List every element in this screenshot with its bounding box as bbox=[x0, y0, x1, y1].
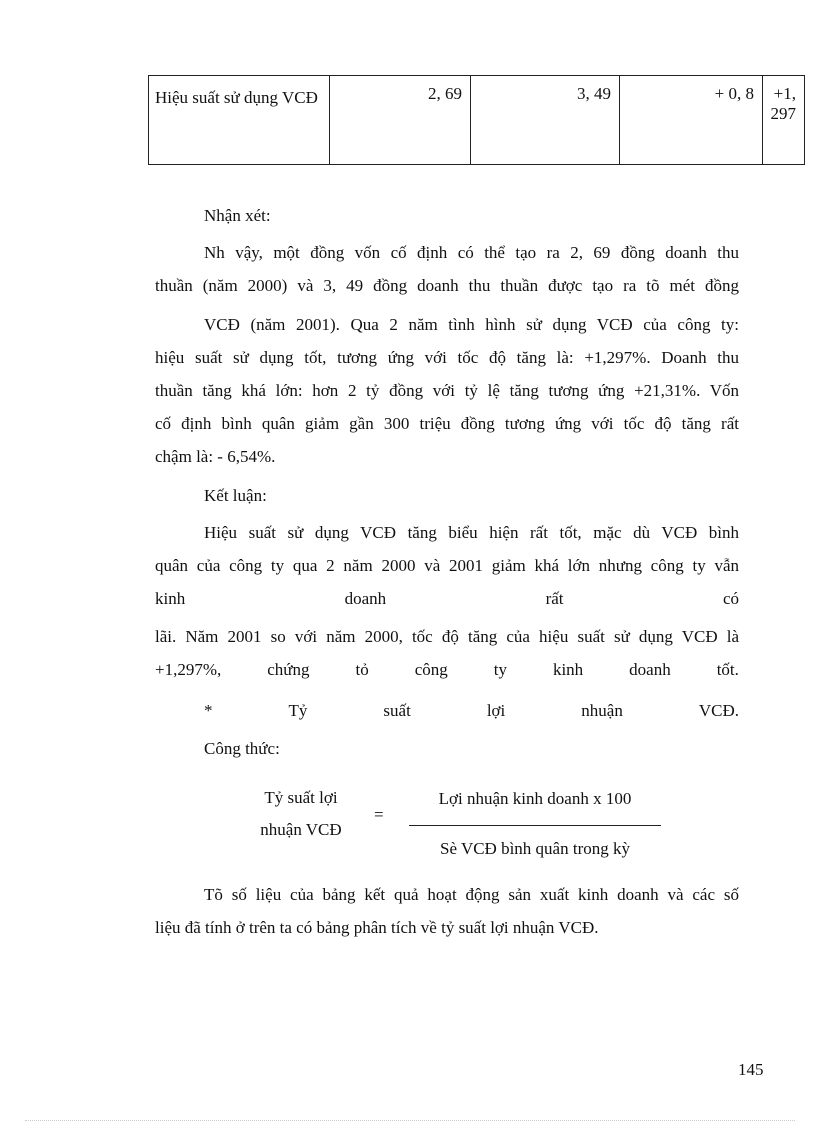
word: công bbox=[414, 660, 448, 679]
conclusion-line-5 bbox=[155, 659, 739, 681]
word: kinh bbox=[155, 589, 186, 608]
value-difference: + 0, 8 bbox=[620, 76, 763, 165]
data-table bbox=[148, 75, 805, 165]
word: nhuận bbox=[581, 701, 623, 720]
word: kinh bbox=[552, 660, 584, 679]
word: chứng bbox=[267, 660, 310, 679]
word: * bbox=[204, 701, 213, 720]
word: doanh bbox=[629, 660, 671, 679]
page-number: 145 bbox=[738, 1060, 764, 1079]
formula-denominator: Sè VCĐ bình quân trong kỳ bbox=[440, 839, 630, 858]
word: VCĐ. bbox=[698, 701, 739, 720]
fraction-bar bbox=[409, 825, 661, 826]
word: ty bbox=[493, 660, 507, 679]
conclusion-line-2: quân của công ty qua 2 năm 2000 và 2001 giảm khá lớn nhưng công ty vẫn bbox=[155, 556, 739, 575]
word: suất bbox=[383, 701, 411, 720]
word: doanh bbox=[344, 589, 387, 608]
remark-line-2: thuần (năm 2000) và 3, 49 đồng doanh thu thuần được tạo ra tõ mét đồng bbox=[155, 276, 739, 295]
subsection-title bbox=[204, 700, 739, 722]
word: lợi bbox=[486, 701, 506, 720]
formula-lhs-line-2: nhuận VCĐ bbox=[260, 820, 342, 839]
formula-heading: Công thức: bbox=[204, 739, 280, 758]
word: tỏ bbox=[355, 660, 369, 679]
remark-line-3: VCĐ (năm 2001). Qua 2 năm tình hình sử dụng VCĐ của công ty: bbox=[204, 315, 739, 334]
formula-lhs-line-1: Tỷ suất lợi bbox=[264, 788, 338, 807]
remark-line-6: cố định bình quân giảm gần 300 triệu đồng tương ứng với tốc độ tăng rất bbox=[155, 414, 739, 433]
value-rate: +1, 297 bbox=[763, 76, 805, 165]
table-row bbox=[149, 76, 805, 165]
closing-line-1: Tõ số liệu của bảng kết quả hoạt động sản xuất kinh doanh và các số bbox=[204, 885, 739, 904]
remark-line-7: chậm là: - 6,54%. bbox=[155, 447, 276, 466]
word: có bbox=[722, 589, 739, 608]
closing-line-2: liệu đã tính ở trên ta có bảng phân tích về tỷ suất lợi nhuận VCĐ. bbox=[155, 918, 599, 937]
footer-divider bbox=[25, 1120, 795, 1121]
conclusion-line-3 bbox=[155, 588, 739, 610]
row-label: Hiệu suất sử dụng VCĐ bbox=[149, 76, 330, 165]
conclusion-heading: Kết luận: bbox=[204, 486, 267, 505]
formula-numerator: Lợi nhuận kinh doanh x 100 bbox=[438, 789, 632, 808]
conclusion-line-1: Hiệu suất sử dụng VCĐ tăng biểu hiện rất tốt, mặc dù VCĐ bình bbox=[204, 523, 739, 542]
word: +1,297%, bbox=[155, 660, 222, 679]
word: tốt. bbox=[716, 660, 739, 679]
value-2001: 3, 49 bbox=[471, 76, 620, 165]
formula-lhs bbox=[236, 787, 366, 841]
remark-heading: Nhận xét: bbox=[204, 206, 271, 225]
remark-line-5: thuần tăng khá lớn: hơn 2 tỷ đồng với tỷ lệ tăng tương ứng +21,31%. Vốn bbox=[155, 381, 739, 400]
remark-line-1: Nh vậy, một đồng vốn cố định có thể tạo ra 2, 69 đồng doanh thu bbox=[204, 243, 739, 262]
word: Tỷ bbox=[288, 701, 308, 720]
formula-equals: = bbox=[374, 805, 384, 824]
word: rất bbox=[545, 589, 564, 608]
remark-line-4: hiệu suất sử dụng tốt, tương ứng với tốc độ tăng là: +1,297%. Doanh thu bbox=[155, 348, 739, 367]
conclusion-line-4: lãi. Năm 2001 so với năm 2000, tốc độ tăng của hiệu suất sử dụng VCĐ là bbox=[155, 627, 739, 646]
value-2000: 2, 69 bbox=[330, 76, 471, 165]
